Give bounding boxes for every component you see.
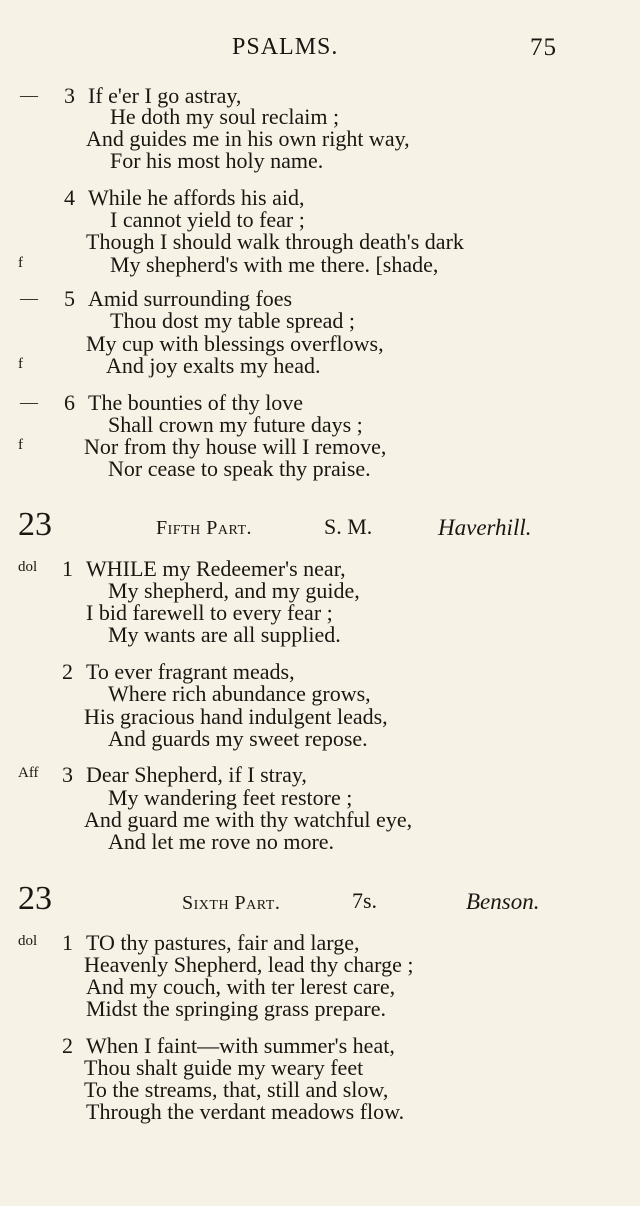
verse-line: And guides me in his own right way, <box>86 126 410 151</box>
verse-line: His gracious hand indulgent leads, <box>84 704 388 729</box>
verse-line: Though I should walk through death's dark <box>86 229 464 254</box>
hymn-tune: Haverhill. <box>438 515 532 540</box>
verse-line: The bounties of thy love <box>88 390 304 415</box>
verse-line: For his most holy name. <box>110 148 324 173</box>
verse-line: To the streams, that, still and slow, <box>84 1077 389 1102</box>
verse-line: While he affords his aid, <box>88 185 305 210</box>
hymn-tune: Benson. <box>466 889 540 914</box>
verse-line: Dear Shepherd, if I stray, <box>86 762 307 787</box>
verse-line: My wants are all supplied. <box>108 622 341 647</box>
verse-line: Nor from thy house will I remove, <box>84 434 387 459</box>
verse-number: 2 <box>62 659 73 684</box>
verse-mark: — <box>20 392 38 412</box>
hymn-meter: S. M. <box>324 514 373 539</box>
hymn-number: 23 <box>18 506 52 543</box>
verse-line: And guards my sweet repose. <box>108 726 368 751</box>
verse-number: 3 <box>64 83 75 108</box>
verse-line: WHILE my Redeemer's near, <box>86 556 346 581</box>
verse-line: Amid surrounding foes <box>88 286 293 311</box>
verse-line: Thou dost my table spread ; <box>110 308 356 333</box>
verse-line: Nor cease to speak thy praise. <box>108 456 371 481</box>
verse-number: 5 <box>64 286 75 311</box>
verse-line: Thou shalt guide my weary feet <box>84 1055 364 1080</box>
verse-line: And let me rove no more. <box>108 829 335 854</box>
page-number: 75 <box>530 34 557 61</box>
dynamic-mark: f <box>18 255 23 271</box>
verse-line: He doth my soul reclaim ; <box>110 104 340 129</box>
verse-line: My cup with blessings overflows, <box>86 331 384 356</box>
verse-line: If e'er I go astray, <box>88 83 242 108</box>
verse-number: 2 <box>62 1033 73 1058</box>
verse-mark: — <box>20 85 38 105</box>
verse-number: 3 <box>62 762 73 787</box>
running-head-title: PSALMS. <box>232 34 339 60</box>
hymn-meter: 7s. <box>352 888 378 913</box>
verse-line: Midst the springing grass prepare. <box>86 996 386 1021</box>
dynamic-mark: dol <box>18 559 38 575</box>
dynamic-mark: f <box>18 356 23 372</box>
verse-number: 1 <box>62 930 73 955</box>
hymn-part: Sixth Part. <box>182 892 281 914</box>
verse-line: And joy exalts my head. <box>106 353 321 378</box>
verse-line: And my couch, with ter lerest care, <box>86 974 396 999</box>
verse-line: Through the verdant meadows flow. <box>86 1099 405 1124</box>
verse-line: My wandering feet restore ; <box>108 785 353 810</box>
verse-line: When I faint—with summer's heat, <box>86 1033 395 1058</box>
verse-line: And guard me with thy watchful eye, <box>84 807 413 832</box>
hymn-number: 23 <box>18 880 52 917</box>
verse-line: I bid farewell to every fear ; <box>86 600 333 625</box>
dynamic-mark: dol <box>18 933 38 949</box>
verse-line: I cannot yield to fear ; <box>110 207 305 232</box>
verse-number: 6 <box>64 390 75 415</box>
verse-line: My shepherd's with me there. [shade, <box>110 252 439 277</box>
verse-number: 4 <box>64 185 75 210</box>
verse-line: TO thy pastures, fair and large, <box>86 930 360 955</box>
dynamic-mark: Aff <box>18 765 39 781</box>
verse-mark: — <box>20 288 38 308</box>
verse-line: To ever fragrant meads, <box>86 659 295 684</box>
hymn-part: Fifth Part. <box>156 517 253 539</box>
dynamic-mark: f <box>18 437 23 453</box>
verse-line: My shepherd, and my guide, <box>108 578 360 603</box>
verse-line: Heavenly Shepherd, lead thy charge ; <box>84 952 414 977</box>
verse-line: Shall crown my future days ; <box>108 412 363 437</box>
verse-line: Where rich abundance grows, <box>108 681 371 706</box>
verse-number: 1 <box>62 556 73 581</box>
